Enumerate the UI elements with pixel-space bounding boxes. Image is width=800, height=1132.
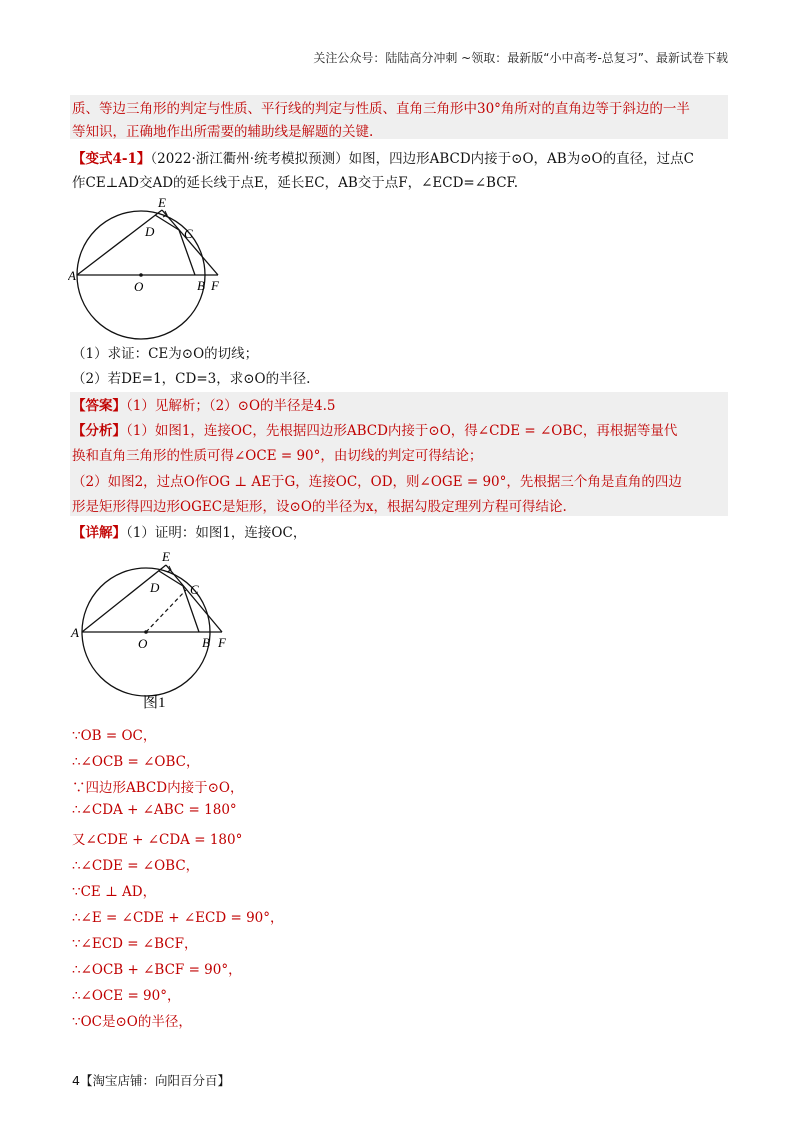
svg-text:B: B [202, 635, 210, 650]
proof-step-2: ∴∠OCB = ∠OBC， [72, 754, 200, 770]
proof-step-8: ∴∠E = ∠CDE + ∠ECD = 90°， [72, 910, 284, 926]
detail-tag: 【详解】 [72, 525, 126, 541]
answer-text: （1）见解析；（2）⊙O的半径是4.5 [126, 398, 336, 414]
prev-analysis-line-2: 等知识，正确地作出所需要的辅助线是解题的关键. [72, 124, 374, 140]
svg-text:F: F [218, 635, 226, 650]
analysis-line-1 [72, 419, 677, 439]
proof-step-9: ∵∠ECD = ∠BCF， [72, 936, 198, 952]
label-B: B [197, 278, 205, 293]
geometry-figure-2 [68, 547, 234, 717]
svg-text:E: E [162, 549, 170, 564]
answer-line [72, 394, 336, 414]
label-A: A [68, 268, 76, 283]
analysis-tag: 【分析】 [72, 423, 126, 439]
analysis-line-3: （2）如图2，过点O作OG ⊥ AE于G，连接OC，OD，则∠OGE = 90°，先根据三个角是直角的四边 [72, 474, 682, 490]
analysis-line-2: 换和直角三角形的性质可得∠OCE = 90°，由切线的判定可得结论； [72, 448, 483, 464]
proof-step-3: ∵四边形ABCD内接于⊙O， [72, 780, 244, 796]
problem-line-2: 作CE⊥AD交AD的延长线于点E，延长EC，AB交于点F，∠ECD=∠BCF. [72, 175, 519, 191]
question-1: （1）求证：CE为⊙O的切线； [72, 346, 259, 362]
page-footer: 4【淘宝店铺：向阳百分百】 [72, 1073, 230, 1088]
detail-line [72, 521, 306, 541]
problem-tag: 【变式4-1】 [72, 151, 151, 167]
proof-step-11: ∴∠OCE = 90°， [72, 988, 181, 1004]
proof-step-12: ∵OC是⊙O的半径， [72, 1014, 192, 1030]
label-D: D [145, 224, 155, 239]
problem-line-1 [72, 147, 694, 167]
answer-tag: 【答案】 [72, 398, 126, 414]
svg-text:D: D [150, 580, 160, 595]
analysis-text-1: （1）如图1，连接OC，先根据四边形ABCD内接于⊙O，得∠CDE = ∠OBC，再根据等量代 [126, 423, 678, 439]
proof-step-6: ∴∠CDE = ∠OBC， [72, 858, 200, 874]
question-2: （2）若DE=1，CD=3，求⊙O的半径. [72, 371, 311, 387]
analysis-line-4: 形是矩形得四边形OGEC是矩形，设⊙O的半径为x，根据勾股定理列方程可得结论. [72, 499, 567, 515]
problem-text-1: （2022·浙江衢州·统考模拟预测）如图，四边形ABCD内接于⊙O，AB为⊙O的直径，过点C [150, 151, 694, 167]
label-O: O [134, 279, 144, 294]
svg-text:O: O [138, 636, 148, 651]
proof-step-5: 又∠CDE + ∠CDA = 180° [72, 832, 243, 848]
prev-analysis-line-1: 质、等边三角形的判定与性质、平行线的判定与性质、直角三角形中30°角所对的直角边等于斜边的一半 [72, 101, 690, 117]
proof-step-1: ∵OB = OC， [72, 728, 157, 744]
detail-text: （1）证明：如图1，连接OC， [126, 525, 307, 541]
proof-step-4: ∴∠CDA + ∠ABC = 180° [72, 802, 237, 818]
svg-text:C: C [190, 582, 199, 597]
svg-text:A: A [71, 625, 79, 640]
label-F: F [211, 278, 219, 293]
page-header: 关注公众号：陆陆高分冲刺 ~领取：最新版“小中高考-总复习”、最新试卷下载 [313, 51, 728, 65]
figure-caption: 图1 [143, 695, 166, 711]
proof-step-10: ∴∠OCB + ∠BCF = 90°， [72, 962, 242, 978]
label-E: E [158, 195, 166, 210]
label-C: C [184, 226, 193, 241]
proof-step-7: ∵CE ⊥ AD， [72, 884, 157, 900]
geometry-figure-1 [68, 193, 238, 343]
